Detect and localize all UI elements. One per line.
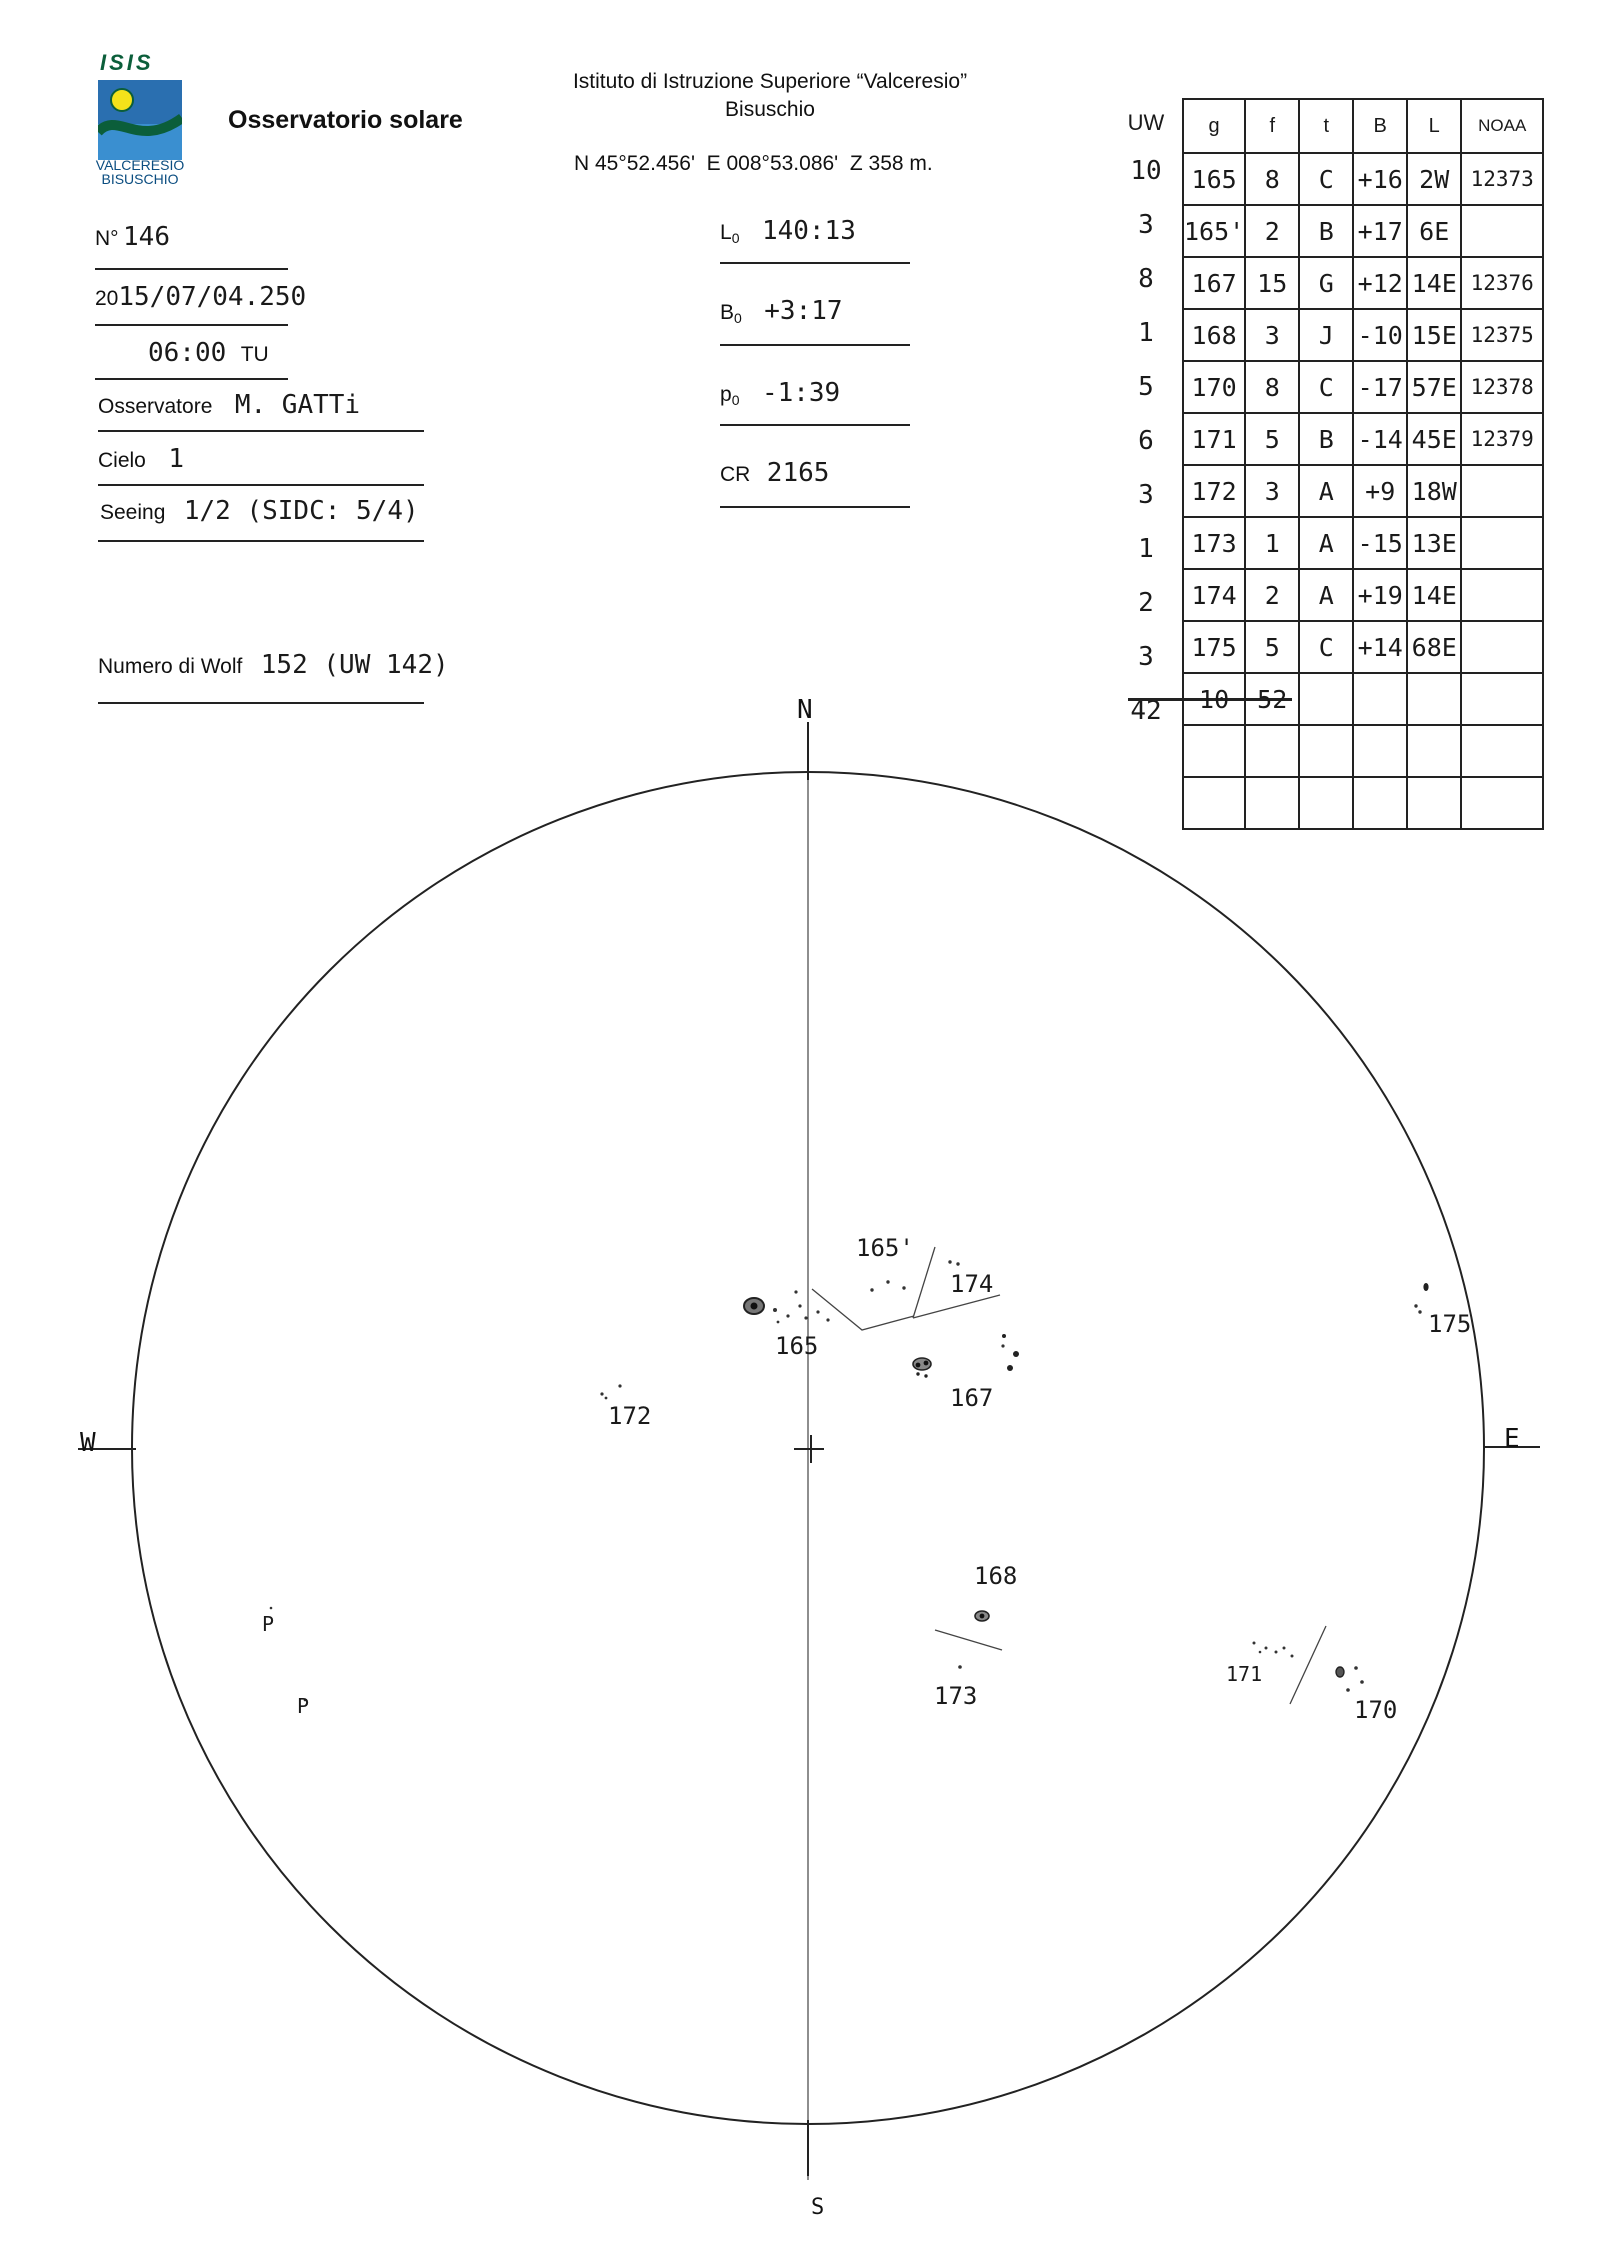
table-cell: A xyxy=(1299,465,1353,517)
table-cell: 172 xyxy=(1183,465,1245,517)
observatory-coordinates: N 45°52.456' E 008°53.086' Z 358 m. xyxy=(574,152,933,175)
group-label-172: 172 xyxy=(608,1402,652,1430)
table-cell: 12375 xyxy=(1461,309,1543,361)
group-label-171: 171 xyxy=(1226,1662,1263,1686)
group-label-170: 170 xyxy=(1354,1696,1398,1724)
observer-label: Osservatore xyxy=(98,395,213,418)
sunspot-group-175 xyxy=(1414,1283,1428,1314)
table-cell: 5 xyxy=(1245,621,1299,673)
uw-header: UW xyxy=(1127,110,1165,135)
number-label: N° xyxy=(95,227,119,250)
number-value: 146 xyxy=(123,222,170,252)
table-cell: 2W xyxy=(1407,153,1461,205)
table-cell: 175 xyxy=(1183,621,1245,673)
b0-value: +3:17 xyxy=(764,296,843,326)
date-prefix: 20 xyxy=(95,287,119,310)
organization-title: Osservatorio solare xyxy=(228,106,463,134)
uw-value: 10 xyxy=(1130,156,1162,186)
cardinal-south: S xyxy=(811,2195,825,2220)
uw-value: 3 xyxy=(1138,642,1154,672)
wolf-label: Numero di Wolf xyxy=(98,655,243,678)
sunspot-group-168 xyxy=(975,1611,989,1621)
table-cell: +16 xyxy=(1353,153,1407,205)
sunspot-group-171 xyxy=(1253,1642,1294,1658)
table-cell: 165' xyxy=(1183,205,1245,257)
p0-value: -1:39 xyxy=(761,378,841,408)
table-cell: +14 xyxy=(1353,621,1407,673)
table-cell: 5 xyxy=(1245,413,1299,465)
logo-isis: ISIS xyxy=(100,50,154,75)
table-cell: 45E xyxy=(1407,413,1461,465)
table-cell: -15 xyxy=(1353,517,1407,569)
table-cell: 168 xyxy=(1183,309,1245,361)
uw-value: 5 xyxy=(1138,372,1154,402)
cr-value: 2165 xyxy=(766,458,830,488)
table-cell: 171 xyxy=(1183,413,1245,465)
header-f: f xyxy=(1245,99,1299,153)
table-cell: 2 xyxy=(1245,205,1299,257)
table-cell: C xyxy=(1299,361,1353,413)
group-boundary-168-173 xyxy=(935,1630,1002,1650)
time-value: 06:00 xyxy=(148,338,227,368)
uw-value: 8 xyxy=(1138,264,1154,294)
l0-value: 140:13 xyxy=(761,216,856,246)
uw-value: 3 xyxy=(1138,480,1154,510)
table-cell: 167 xyxy=(1183,257,1245,309)
table-cell: -10 xyxy=(1353,309,1407,361)
cardinal-north: N xyxy=(797,695,813,725)
table-cell: +17 xyxy=(1353,205,1407,257)
table-cell: 3 xyxy=(1245,309,1299,361)
sky-value: 1 xyxy=(168,444,184,474)
table-cell: 57E xyxy=(1407,361,1461,413)
pore-label-1: P xyxy=(262,1612,275,1636)
l0-label: L xyxy=(720,221,732,244)
school-line2: Bisuschio xyxy=(725,98,815,121)
table-cell: 3 xyxy=(1245,465,1299,517)
uw-value: 1 xyxy=(1138,318,1154,348)
header-noaa: NOAA xyxy=(1461,99,1543,153)
table-cell: 68E xyxy=(1407,621,1461,673)
uw-value: 2 xyxy=(1138,588,1154,618)
wolf-value: 152 (UW 142) xyxy=(260,650,449,680)
header-g: g xyxy=(1183,99,1245,153)
pore-mark-1 xyxy=(270,1607,273,1610)
seeing-value: 1/2 (SIDC: 5/4) xyxy=(183,496,419,526)
sunspot-group-165 xyxy=(744,1290,830,1323)
group-boundary-165p-174 xyxy=(913,1247,935,1318)
group-label-168: 168 xyxy=(974,1562,1018,1590)
table-cell: 1 xyxy=(1245,517,1299,569)
sunspot-group-167 xyxy=(913,1334,1019,1378)
table-cell: B xyxy=(1299,413,1353,465)
date-value: 15/07/04.250 xyxy=(118,282,307,312)
table-cell: 165 xyxy=(1183,153,1245,205)
cardinal-east: E xyxy=(1504,1424,1520,1454)
cardinal-west: W xyxy=(80,1428,96,1458)
table-cell: 14E xyxy=(1407,569,1461,621)
table-cell: +9 xyxy=(1353,465,1407,517)
logo-line1: VALCERESIO xyxy=(95,157,185,173)
table-cell: -14 xyxy=(1353,413,1407,465)
uw-value: 1 xyxy=(1138,534,1154,564)
table-cell: +12 xyxy=(1353,257,1407,309)
group-label-173: 173 xyxy=(934,1682,978,1710)
table-cell: C xyxy=(1299,621,1353,673)
table-cell: 8 xyxy=(1245,361,1299,413)
uw-value: 6 xyxy=(1138,426,1154,456)
group-label-167: 167 xyxy=(950,1384,994,1412)
pore-label-2: P xyxy=(297,1694,310,1718)
time-unit: TU xyxy=(240,343,269,366)
sunspot-group-165p xyxy=(870,1280,905,1291)
header-t: t xyxy=(1299,99,1353,153)
table-cell: 2 xyxy=(1245,569,1299,621)
uw-value: 42 xyxy=(1130,696,1162,726)
seeing-label: Seeing xyxy=(100,501,166,524)
group-label-175: 175 xyxy=(1428,1310,1472,1338)
table-cell: 12376 xyxy=(1461,257,1543,309)
l0-sub: 0 xyxy=(731,230,740,247)
table-cell: B xyxy=(1299,205,1353,257)
header-b: B xyxy=(1353,99,1407,153)
table-cell: 12379 xyxy=(1461,413,1543,465)
table-cell: 10 xyxy=(1183,673,1245,725)
cr-label: CR xyxy=(720,463,751,486)
table-cell: 15 xyxy=(1245,257,1299,309)
school-line1: Istituto di Istruzione Superiore “Valceresio” xyxy=(572,70,968,93)
table-cell: 18W xyxy=(1407,465,1461,517)
header-l: L xyxy=(1407,99,1461,153)
table-cell: 15E xyxy=(1407,309,1461,361)
table-cell: 13E xyxy=(1407,517,1461,569)
sunspot-group-173 xyxy=(958,1665,962,1669)
table-cell: -17 xyxy=(1353,361,1407,413)
table-cell: 12373 xyxy=(1461,153,1543,205)
group-boundary-174-167 xyxy=(913,1295,1000,1318)
table-cell: G xyxy=(1299,257,1353,309)
sunspot-group-172 xyxy=(600,1384,621,1399)
group-label-165p: 165' xyxy=(856,1234,914,1262)
sky-label: Cielo xyxy=(98,449,146,472)
logo-line2: BISUSCHIO xyxy=(101,171,179,187)
p0-sub: 0 xyxy=(731,392,740,409)
table-cell: A xyxy=(1299,517,1353,569)
group-label-174: 174 xyxy=(950,1270,994,1298)
group-boundary-165-165p xyxy=(812,1289,914,1330)
b0-label: B xyxy=(720,301,735,324)
table-cell: 8 xyxy=(1245,153,1299,205)
table-cell: 174 xyxy=(1183,569,1245,621)
sunspot-group-174 xyxy=(948,1260,959,1265)
table-cell: 173 xyxy=(1183,517,1245,569)
table-cell: 6E xyxy=(1407,205,1461,257)
table-cell: J xyxy=(1299,309,1353,361)
p0-label: p xyxy=(720,383,732,406)
table-cell: 14E xyxy=(1407,257,1461,309)
table-cell: +19 xyxy=(1353,569,1407,621)
table-cell: 52 xyxy=(1245,673,1299,725)
table-cell: 170 xyxy=(1183,361,1245,413)
uw-value: 3 xyxy=(1138,210,1154,240)
observer-value: M. GATTi xyxy=(234,390,361,420)
group-boundary-171-170 xyxy=(1290,1626,1326,1704)
table-cell: C xyxy=(1299,153,1353,205)
table-cell: 12378 xyxy=(1461,361,1543,413)
table-cell: A xyxy=(1299,569,1353,621)
sunspot-group-170 xyxy=(1336,1666,1364,1692)
b0-sub: 0 xyxy=(734,310,742,327)
group-label-165: 165 xyxy=(775,1332,819,1360)
